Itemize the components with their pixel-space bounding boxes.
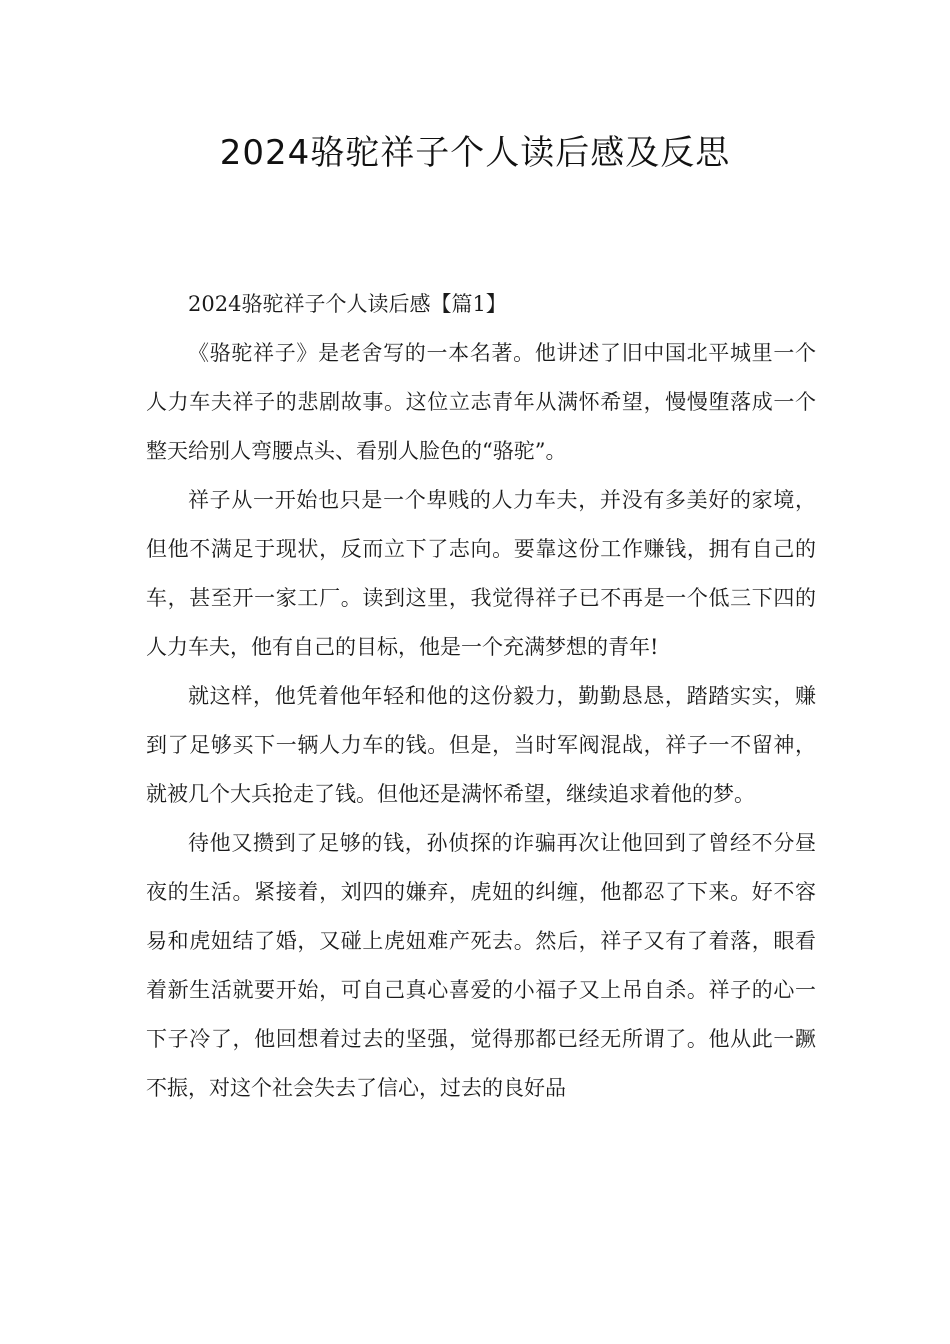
paragraph-1: 《骆驼祥子》是老舍写的一本名著。他讲述了旧中国北平城里一个人力车夫祥子的悲剧故事。这位立志青年从满怀希望，慢慢堕落成一个整天给别人弯腰点头、看别人脸色的“骆驼”。: [146, 341, 816, 463]
document-title: 2024骆驼祥子个人读后感及反思: [219, 133, 731, 173]
paragraph-2: 祥子从一开始也只是一个卑贱的人力车夫，并没有多美好的家境，但他不满足于现状，反而立下了志向。要靠这份工作赚钱，拥有自己的车，甚至开一家工厂。读到这里，我觉得祥子已不再是一个低三下四的人力车夫，他有自己的目标，他是一个充满梦想的青年!: [146, 488, 816, 659]
section-heading: 2024骆驼祥子个人读后感【篇1】: [188, 292, 507, 316]
paragraph-4: 待他又攒到了足够的钱，孙侦探的诈骗再次让他回到了曾经不分昼夜的生活。紧接着，刘四的嫌弃，虎妞的纠缠，他都忍了下来。好不容易和虎妞结了婚，又碰上虎妞难产死去。然后，祥子又有了着落，眼看着新生活就要开始，可自己真心喜爱的小福子又上吊自杀。祥子的心一下子冷了，他回想着过去的坚强，觉得那都已经无所谓了。他从此一蹶不振，对这个社会失去了信心，过去的良好品: [146, 831, 816, 1100]
paragraph-3: 就这样，他凭着他年轻和他的这份毅力，勤勤恳恳，踏踏实实，赚到了足够买下一辆人力车的钱。但是，当时军阀混战，祥子一不留神，就被几个大兵抢走了钱。但他还是满怀希望，继续追求着他的梦。: [146, 684, 816, 806]
document-body: [146, 280, 816, 1113]
